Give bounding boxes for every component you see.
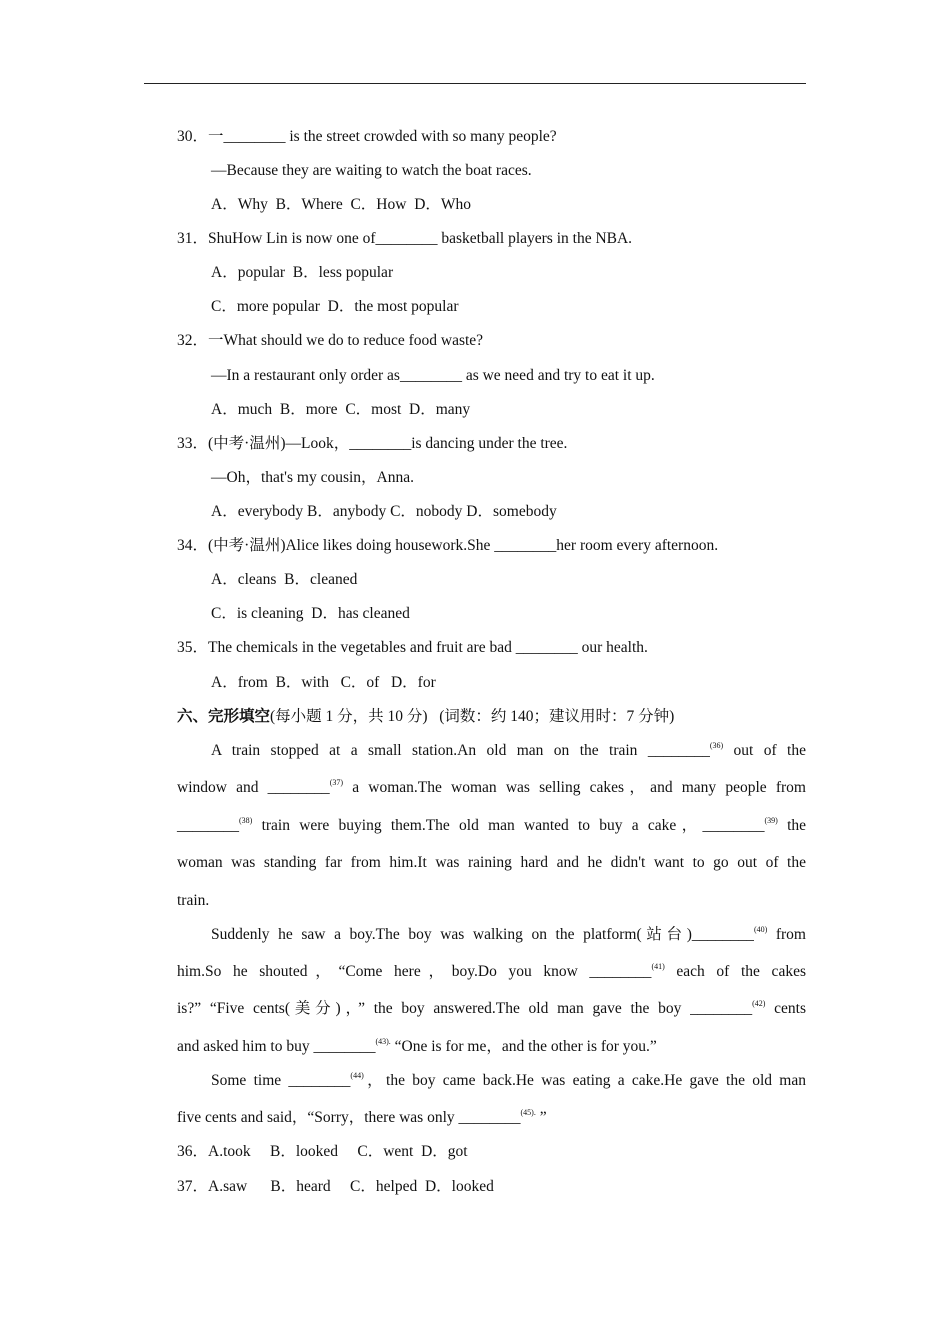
question-31-stem: 31．ShuHow Lin is now one of________ basketball players in the NBA. — [177, 230, 633, 247]
section-6-heading — [177, 707, 806, 727]
passage-line-5: train. — [177, 892, 210, 909]
blank-36-number: (36) — [709, 741, 724, 750]
passage-line-8: is?” “Five cents(美分)，” the boy answered.The old man gave the boy ________$^{(42)}$ cents — [177, 999, 806, 1017]
blank-38-number: (38) — [239, 816, 253, 825]
blank-41-number: (41) — [651, 962, 665, 971]
passage-line-10: Some time ________$^{(44)}$，the boy came back.He was eating a cake.He gave the old man — [211, 1071, 806, 1089]
question-32-stem: 32．一What should we do to reduce food waste? — [177, 332, 484, 349]
blank-45-number: (45). — [520, 1108, 536, 1117]
question-30-options: A．Why B．Where C．How D．Who — [211, 196, 472, 213]
blank-37-number: (37) — [329, 778, 344, 787]
passage-line-11: five cents and said，“Sorry，there was only ________$^{(45).}$ ” — [177, 1108, 547, 1126]
answer-36-options: 36．A.took B．looked C．went D．got — [177, 1143, 468, 1160]
passage-line-2: window and ________$^{(37)}$ a woman.The woman was selling cakes，and many people from — [177, 778, 806, 796]
question-35-stem: 35．The chemicals in the vegetables and fruit are bad ________ our health. — [177, 639, 648, 656]
question-34-options-2: C．is cleaning D．has cleaned — [211, 605, 410, 622]
passage-line-4: woman was standing far from him.It was raining hard and he didn't want to go out of the — [177, 854, 806, 871]
passage-line-3: ________$^{(38)}$ train were buying them.The old man wanted to buy a cake，________$^{(39)}$ the — [177, 816, 806, 834]
question-34-options-1: A．cleans B．cleaned — [211, 571, 358, 588]
question-33-options: A．everybody B．anybody C．nobody D．somebody — [211, 503, 557, 520]
passage-line-1: A train stopped at a small station.An old man on the train ________$^{(36)}$ out of the — [211, 741, 806, 759]
question-31-options-1: A．popular B．less popular — [211, 264, 394, 281]
blank-44-number: (44) — [350, 1071, 364, 1080]
answer-37-options: 37．A.saw B．heard C．helped D．looked — [177, 1178, 494, 1195]
section-6-title: 六、完形填空 — [177, 708, 271, 725]
blank-40-number: (40) — [753, 925, 768, 934]
question-32-options: A．much B．more C．most D．many — [211, 401, 471, 418]
section-6-score-note: (每小题 1 分，共 10 分) — [270, 708, 428, 725]
question-31-options-2: C．more popular D．the most popular — [211, 298, 459, 315]
blank-43-number: (43). — [375, 1037, 391, 1046]
question-32-reply: —In a restaurant only order as________ as we need and try to eat it up. — [211, 367, 655, 384]
question-35-options: A．from B．with C．of D．for — [211, 674, 436, 691]
section-6-meta-note: (词数：约 140；建议用时：7 分钟) — [439, 708, 675, 725]
question-30-reply: —Because they are waiting to watch the boat races. — [211, 162, 532, 179]
blank-42-number: (42) — [752, 999, 766, 1008]
question-33-stem: 33．(中考·温州)—Look，________is dancing under the tree. — [177, 435, 568, 452]
question-33-reply: —Oh，that's my cousin，Anna. — [211, 469, 414, 486]
question-34-stem: 34．(中考·温州)Alice likes doing housework.She ________her room every afternoon. — [177, 537, 719, 554]
passage-line-9: and asked him to buy ________$^{(43).}$ “One is for me，and the other is for you.” — [177, 1037, 657, 1055]
blank-39-number: (39) — [764, 816, 778, 825]
header-rule — [144, 83, 806, 84]
question-30-stem: 30．一________ is the street crowded with so many people? — [177, 128, 557, 145]
passage-line-6: Suddenly he saw a boy.The boy was walking on the platform(站台)________$^{(40)}$ from — [211, 925, 806, 943]
passage-line-7: him.So he shouted，“Come here，boy.Do you know ________$^{(41)}$ each of the cakes — [177, 962, 806, 980]
